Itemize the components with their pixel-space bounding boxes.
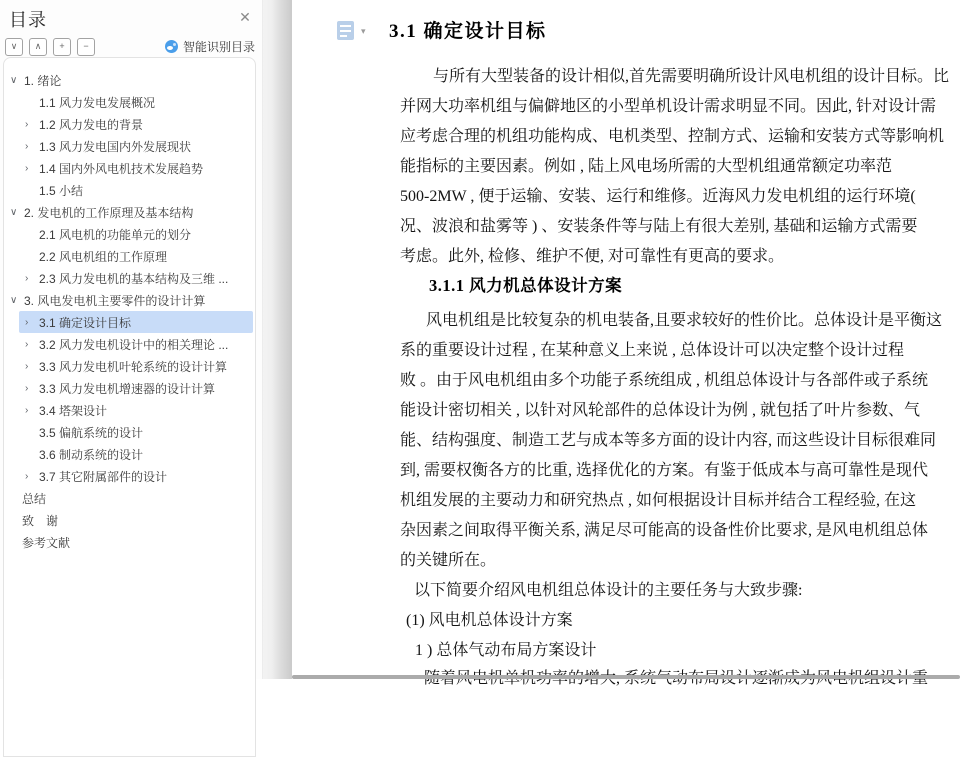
section-heading: 3.1 确定设计目标 <box>389 21 547 42</box>
toc-item-label: 3. 风电发电机主要零件的设计计算 <box>24 293 206 308</box>
toc-item-label: 3.2 风力发电机设计中的相关理论 ... <box>39 337 229 352</box>
doc-text-line: 能设计密切相关 , 以针对风轮部件的总体设计为例 , 就包括了叶片参数、气 <box>400 402 921 419</box>
doc-text-line: 以下简要介绍风电机组总体设计的主要任务与大致步骤: <box>414 582 803 599</box>
doc-text-line: 杂因素之间取得平衡关系, 满足尽可能高的设备性价比要求, 是风电机组总体 <box>400 522 929 539</box>
toc-item-label: 2.2 风电机组的工作原理 <box>39 249 168 264</box>
toc-item-1[interactable] <box>4 69 255 91</box>
doc-text-line: 1 ) 总体气动布局方案设计 <box>415 642 597 659</box>
toc-item-label: 1.4 国内外风电机技术发展趋势 <box>39 161 204 176</box>
toc-item-3-2[interactable] <box>4 333 255 355</box>
chevron-right-icon[interactable]: › <box>25 382 29 394</box>
doc-text-line: 能、结构强度、制造工艺与成本等多方面的设计内容, 而这些设计目标很难同 <box>400 432 937 449</box>
chevron-down-icon[interactable]: ∨ <box>10 294 18 306</box>
collapse-down-button[interactable]: ∨ <box>5 38 23 56</box>
toc-panel-title: 目录 <box>9 10 47 30</box>
toc-item-3-1-selected[interactable] <box>19 311 253 333</box>
toc-item-3-3-gearbox[interactable] <box>4 377 255 399</box>
toc-item-2-1[interactable] <box>4 223 255 245</box>
toc-item-references[interactable] <box>4 531 255 553</box>
toc-item-label: 2.3 风力发电机的基本结构及三维 ... <box>39 271 229 286</box>
doc-text-line <box>424 664 928 694</box>
toc-item-label: 1. 绪论 <box>24 73 62 88</box>
heading-dropdown-arrow-icon[interactable]: ▾ <box>361 26 366 36</box>
toc-item-label: 1.3 风力发电国内外发展现状 <box>39 139 192 154</box>
toc-item-3[interactable] <box>4 289 255 311</box>
horizontal-scrollbar[interactable] <box>292 675 960 679</box>
chevron-right-icon[interactable]: › <box>25 118 29 130</box>
collapse-up-button[interactable]: ∧ <box>29 38 47 56</box>
close-icon[interactable]: ✕ <box>239 9 251 25</box>
toc-item-label: 2.1 风电机的功能单元的划分 <box>39 227 192 242</box>
toc-item-3-7[interactable] <box>4 465 255 487</box>
chevron-right-icon[interactable]: › <box>25 272 29 284</box>
ai-recognize-toc-button[interactable] <box>165 38 255 54</box>
chevron-right-icon[interactable]: › <box>25 338 29 350</box>
subsection-heading: 3.1.1 风力机总体设计方案 <box>429 276 623 295</box>
collapse-all-button[interactable]: − <box>77 38 95 56</box>
doc-text-line: 并网大功率机组与偏僻地区的小型单机设计需求明显不同。因此, 针对设计需 <box>400 98 937 115</box>
robot-face-icon <box>165 40 178 53</box>
toc-item-label: 致 谢 <box>22 513 59 528</box>
chevron-right-icon[interactable]: › <box>25 316 29 328</box>
toc-item-1-5[interactable] <box>4 179 255 201</box>
ai-recognize-toc-label: 智能识别目录 <box>183 39 256 54</box>
chevron-right-icon[interactable]: › <box>25 140 29 152</box>
toc-item-1-2[interactable] <box>4 113 255 135</box>
toc-item-label: 1.5 小结 <box>39 183 84 198</box>
doc-text-line: 况、波浪和盐雾等 ) 、安装条件等与陆上有很大差别, 基础和运输方式需要 <box>400 218 918 235</box>
toc-item-2-2[interactable] <box>4 245 255 267</box>
doc-text-line: 机组发展的主要动力和研究热点 , 如何根据设计目标并结合工程经验, 在这 <box>400 492 917 509</box>
toc-item-label: 3.6 制动系统的设计 <box>39 447 144 462</box>
doc-text-line-clipped <box>380 0 876 8</box>
toc-item-1-4[interactable] <box>4 157 255 179</box>
toc-item-2-3[interactable] <box>4 267 255 289</box>
toc-item-3-4[interactable] <box>4 399 255 421</box>
expand-all-button[interactable]: + <box>53 38 71 56</box>
doc-text-line: 风电机组是比较复杂的机电装备,且要求较好的性价比。总体设计是平衡这 <box>426 312 943 329</box>
doc-text-line: 系的重要设计过程 , 在某种意义上来说 , 总体设计可以决定整个设计过程 <box>400 342 905 359</box>
toc-item-label: 总结 <box>22 491 47 506</box>
toc-sidebar <box>0 0 263 679</box>
toc-item-label: 3.4 塔架设计 <box>39 403 108 418</box>
doc-text-line: 的关键所在。 <box>400 552 497 569</box>
toc-item-label: 3.3 风力发电机增速器的设计计算 <box>39 381 216 396</box>
doc-text-line: 考虑。此外, 检修、维护不便, 对可靠性有更高的要求。 <box>400 248 785 265</box>
chevron-down-icon[interactable]: ∨ <box>10 74 18 86</box>
toc-tree <box>3 57 256 757</box>
page-gutter <box>263 0 292 679</box>
toc-item-label: 3.7 其它附属部件的设计 <box>39 469 168 484</box>
chevron-right-icon[interactable]: › <box>25 404 29 416</box>
doc-text-line: 与所有大型装备的设计相似,首先需要明确所设计风电机组的设计目标。比 <box>433 68 950 85</box>
toc-item-3-6[interactable] <box>4 443 255 465</box>
toc-item-label: 参考文献 <box>22 535 71 550</box>
toc-item-label: 3.5 偏航系统的设计 <box>39 425 144 440</box>
heading-outline-icon[interactable] <box>337 21 354 40</box>
toc-item-label: 1.2 风力发电的背景 <box>39 117 144 132</box>
toc-item-thanks[interactable] <box>4 509 255 531</box>
toc-item-3-5[interactable] <box>4 421 255 443</box>
toc-item-label: 1.1 风力发电发展概况 <box>39 95 156 110</box>
toc-item-3-3-rotor[interactable] <box>4 355 255 377</box>
toc-item-label: 3.3 风力发电机叶轮系统的设计计算 <box>39 359 228 374</box>
chevron-down-icon[interactable]: ∨ <box>10 206 18 218</box>
doc-text-line: 应考虑合理的机组功能构成、电机类型、控制方式、运输和安装方式等影响机 <box>400 128 945 145</box>
chevron-right-icon[interactable]: › <box>25 470 29 482</box>
doc-text-line: 到, 需要权衡各方的比重, 选择优化的方案。有鉴于低成本与高可靠性是现代 <box>400 462 929 479</box>
chevron-right-icon[interactable]: › <box>25 162 29 174</box>
toc-item-label: 3.1 确定设计目标 <box>39 315 132 330</box>
document-page <box>292 0 960 679</box>
toc-item-label: 2. 发电机的工作原理及基本结构 <box>24 205 194 220</box>
chevron-right-icon[interactable]: › <box>25 360 29 372</box>
doc-text-line: 能指标的主要因素。例如 , 陆上风电场所需的大型机组通常额定功率范 <box>400 158 893 175</box>
toc-item-2[interactable] <box>4 201 255 223</box>
doc-text-line: (1) 风电机总体设计方案 <box>406 612 573 629</box>
toc-item-1-1[interactable] <box>4 91 255 113</box>
toc-item-summary[interactable] <box>4 487 255 509</box>
doc-text-line: 败 。由于风电机组由多个功能子系统组成 , 机组总体设计与各部件或子系统 <box>400 372 929 389</box>
toc-item-1-3[interactable] <box>4 135 255 157</box>
doc-text-line: 500-2MW , 便于运输、安装、运行和维修。近海风力发电机组的运行环境( <box>400 188 916 205</box>
